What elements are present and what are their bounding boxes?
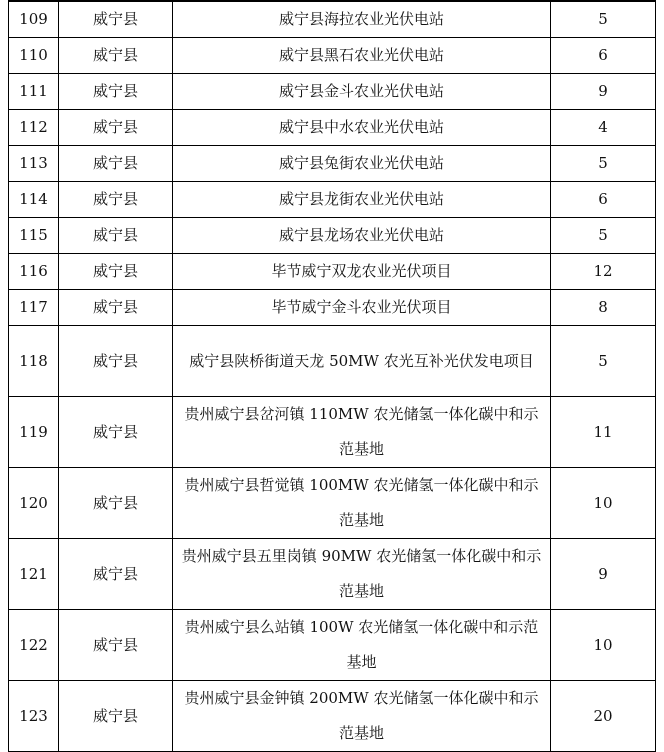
row-county: 威宁县: [59, 218, 173, 254]
row-value: 4: [551, 110, 656, 146]
row-project-name: 威宁县龙场农业光伏电站: [173, 218, 551, 254]
table-row: [9, 218, 656, 254]
row-value: 5: [551, 218, 656, 254]
table-row: [9, 610, 656, 681]
table-row: [9, 290, 656, 326]
row-project-name: 威宁县黑石农业光伏电站: [173, 38, 551, 74]
row-number: 119: [9, 397, 59, 468]
row-number: 110: [9, 38, 59, 74]
row-value: 10: [551, 468, 656, 539]
row-value: 10: [551, 610, 656, 681]
row-number: 123: [9, 681, 59, 752]
table-row: [9, 681, 656, 752]
row-county: 威宁县: [59, 397, 173, 468]
row-project-name: 威宁县陕桥街道天龙 50MW 农光互补光伏发电项目: [173, 326, 551, 397]
row-county: 威宁县: [59, 182, 173, 218]
project-table: [8, 0, 656, 752]
row-project-name: 贵州威宁县岔河镇 110MW 农光储氢一体化碳中和示范基地: [173, 397, 551, 468]
row-number: 122: [9, 610, 59, 681]
row-number: 114: [9, 182, 59, 218]
row-project-name: 威宁县中水农业光伏电站: [173, 110, 551, 146]
row-county: 威宁县: [59, 681, 173, 752]
row-value: 5: [551, 1, 656, 38]
row-value: 9: [551, 74, 656, 110]
row-project-name: 威宁县海拉农业光伏电站: [173, 1, 551, 38]
row-county: 威宁县: [59, 38, 173, 74]
row-number: 109: [9, 1, 59, 38]
row-number: 112: [9, 110, 59, 146]
row-county: 威宁县: [59, 1, 173, 38]
row-county: 威宁县: [59, 110, 173, 146]
table-row: [9, 74, 656, 110]
row-project-name: 贵州威宁县五里岗镇 90MW 农光储氢一体化碳中和示范基地: [173, 539, 551, 610]
row-number: 121: [9, 539, 59, 610]
row-value: 6: [551, 182, 656, 218]
row-value: 11: [551, 397, 656, 468]
row-county: 威宁县: [59, 74, 173, 110]
row-county: 威宁县: [59, 468, 173, 539]
table-row: [9, 397, 656, 468]
row-number: 115: [9, 218, 59, 254]
row-project-name: 威宁县金斗农业光伏电站: [173, 74, 551, 110]
table-row: [9, 38, 656, 74]
table-row: [9, 146, 656, 182]
row-project-name: 威宁县兔街农业光伏电站: [173, 146, 551, 182]
row-number: 117: [9, 290, 59, 326]
row-value: 9: [551, 539, 656, 610]
row-county: 威宁县: [59, 146, 173, 182]
row-number: 116: [9, 254, 59, 290]
row-number: 120: [9, 468, 59, 539]
row-value: 5: [551, 146, 656, 182]
row-project-name: 贵州威宁县哲觉镇 100MW 农光储氢一体化碳中和示范基地: [173, 468, 551, 539]
row-value: 8: [551, 290, 656, 326]
row-number: 111: [9, 74, 59, 110]
row-county: 威宁县: [59, 610, 173, 681]
row-project-name: 贵州威宁县么站镇 100W 农光储氢一体化碳中和示范基地: [173, 610, 551, 681]
row-number: 118: [9, 326, 59, 397]
table-row: [9, 539, 656, 610]
row-county: 威宁县: [59, 539, 173, 610]
row-project-name: 毕节威宁双龙农业光伏项目: [173, 254, 551, 290]
table-row: [9, 110, 656, 146]
table-row: [9, 468, 656, 539]
row-value: 6: [551, 38, 656, 74]
table-row: [9, 326, 656, 397]
row-project-name: 贵州威宁县金钟镇 200MW 农光储氢一体化碳中和示范基地: [173, 681, 551, 752]
table-row: [9, 1, 656, 38]
table-row: [9, 182, 656, 218]
row-project-name: 威宁县龙街农业光伏电站: [173, 182, 551, 218]
row-value: 20: [551, 681, 656, 752]
row-project-name: 毕节威宁金斗农业光伏项目: [173, 290, 551, 326]
table-row: [9, 254, 656, 290]
row-value: 12: [551, 254, 656, 290]
row-value: 5: [551, 326, 656, 397]
row-county: 威宁县: [59, 254, 173, 290]
row-county: 威宁县: [59, 290, 173, 326]
row-county: 威宁县: [59, 326, 173, 397]
row-number: 113: [9, 146, 59, 182]
